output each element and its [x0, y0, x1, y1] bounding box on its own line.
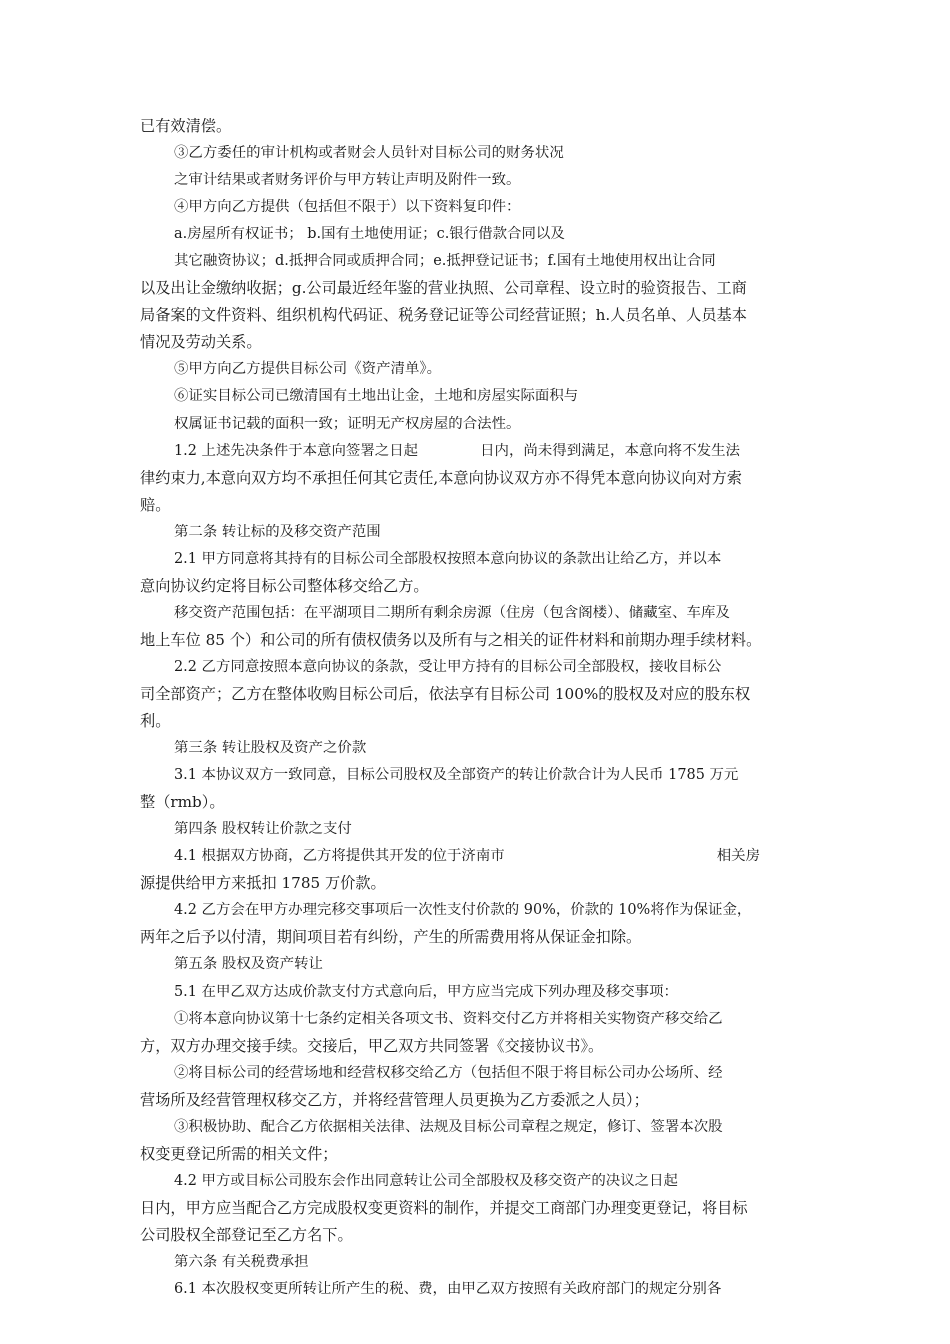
document-line [140, 924, 820, 951]
document-line [140, 1141, 820, 1168]
line-text: 整（rmb）。 [140, 793, 225, 812]
document-line [140, 1087, 820, 1114]
line-text: ④甲方向乙方提供（包括但不限于）以下资料复印件： [174, 199, 521, 216]
document-line [140, 1249, 820, 1276]
line-text: 4.2 甲方或目标公司股东会作出同意转让公司全部股权及移交资产的决议之日起 [174, 1172, 678, 1189]
line-text-continued: 日内，尚未得到满足，本意向将不发生法 [480, 442, 740, 459]
line-text: 第五条 股权及资产转让 [174, 956, 323, 973]
line-text: 第二条 转让标的及移交资产范围 [174, 523, 381, 540]
document-line [140, 167, 820, 194]
line-text: 其它融资协议；d.抵押合同或质押合同；e.抵押登记证书；f.国有土地使用权出让合同 [174, 253, 716, 270]
document-line [140, 302, 820, 329]
document-line [140, 248, 820, 275]
line-text: 2.2 乙方同意按照本意向协议的条款，受让甲方持有的目标公司全部股权，接收目标公 [174, 658, 722, 675]
line-text: 方，双方办理交接手续。交接后，甲乙双方共同签署《交接协议书》。 [140, 1036, 604, 1055]
line-text: 利。 [140, 712, 171, 731]
document-line [140, 275, 820, 302]
document-line [140, 600, 820, 627]
document-line [140, 1006, 820, 1033]
document-body [140, 113, 820, 1303]
line-text: 以及出让金缴纳收据；g.公司最近经年鉴的营业执照、公司章程、设立时的验资报告、工商 [140, 279, 747, 298]
line-text: ⑤甲方向乙方提供目标公司《资产清单》。 [174, 361, 442, 378]
line-text: 3.1 本协议双方一致同意，目标公司股权及全部资产的转让价款合计为人民币 1785 万元 [174, 767, 739, 784]
document-line [140, 329, 820, 356]
document-line [140, 1060, 820, 1087]
line-text: ③积极协助、配合乙方依据相关法律、法规及目标公司章程之规定，修订、签署本次股 [174, 1118, 723, 1135]
document-line [140, 546, 820, 573]
line-text: 意向协议约定将目标公司整体移交给乙方。 [140, 576, 429, 595]
document-line [140, 1195, 820, 1222]
document-line [140, 221, 820, 248]
document-line [140, 654, 820, 681]
document-line [140, 897, 820, 924]
document-line [140, 383, 820, 410]
line-text: 权属证书记载的面积一致；证明无产权房屋的合法性。 [174, 415, 521, 432]
document-line [140, 979, 820, 1006]
line-text-continued: 相关房 [716, 848, 761, 865]
line-text: 4.1 根据双方协商，乙方将提供其开发的位于济南市 [174, 848, 505, 865]
document-line [140, 356, 820, 383]
line-text: 权变更登记所需的相关文件； [140, 1144, 338, 1163]
document-line [140, 573, 820, 600]
line-text: 公司股权全部登记至乙方名下。 [140, 1225, 353, 1244]
line-text: 情况及劳动关系。 [140, 333, 262, 352]
line-text: ②将目标公司的经营场地和经营权移交给乙方（包括但不限于将目标公司办公场所、经 [174, 1064, 723, 1081]
line-text: 第三条 转让股权及资产之价款 [174, 740, 367, 757]
document-line [140, 411, 820, 438]
document-line [140, 1114, 820, 1141]
line-text: 源提供给甲方来抵扣 1785 万价款。 [140, 874, 386, 893]
document-line [140, 140, 820, 167]
line-text: 5.1 在甲乙双方达成价款支付方式意向后，甲方应当完成下列办理及移交事项： [174, 983, 678, 1000]
document-line [140, 1276, 820, 1303]
line-text: 2.1 甲方同意将其持有的目标公司全部股权按照本意向协议的条款出让给乙方，并以本 [174, 550, 722, 567]
line-text: 地上车位 85 个）和公司的所有债权债务以及所有与之相关的证件材料和前期办理手续材料。 [140, 630, 762, 649]
document-line [140, 519, 820, 546]
document-line [140, 789, 820, 816]
line-text: ①将本意向协议第十七条约定相关各项文书、资料交付乙方并将相关实物资产移交给乙 [174, 1010, 723, 1027]
line-text: ⑥证实目标公司已缴清国有土地出让金，土地和房屋实际面积与 [174, 388, 579, 405]
document-line [140, 492, 820, 519]
line-text: 1.2 上述先决条件于本意向签署之日起 [174, 442, 419, 459]
line-text: 两年之后予以付清，期间项目若有纠纷，产生的所需费用将从保证金扣除。 [140, 928, 642, 947]
document-line [140, 951, 820, 978]
document-line [140, 762, 820, 789]
document-line [140, 843, 820, 870]
line-text: 司全部资产；乙方在整体收购目标公司后，依法享有目标公司 100%的股权及对应的股东权 [140, 684, 751, 703]
document-line [140, 1222, 820, 1249]
line-text: 第四条 股权转让价款之支付 [174, 821, 352, 838]
line-text: ③乙方委任的审计机构或者财会人员针对目标公司的财务状况 [174, 145, 564, 162]
document-line [140, 681, 820, 708]
line-text: 第六条 有关税费承担 [174, 1253, 309, 1270]
document-line [140, 1168, 820, 1195]
line-text: 移交资产范围包括：在平湖项目二期所有剩余房源（住房（包含阁楼）、储藏室、车库及 [174, 604, 730, 621]
document-line [140, 870, 820, 897]
document-line [140, 438, 820, 465]
line-text: 已有效清偿。 [140, 117, 232, 135]
document-line [140, 113, 820, 140]
document-line [140, 627, 820, 654]
document-line [140, 194, 820, 221]
line-text: 6.1 本次股权变更所转让所产生的税、费，由甲乙双方按照有关政府部门的规定分别各 [174, 1281, 722, 1298]
line-text: 日内，甲方应当配合乙方完成股权变更资料的制作，并提交工商部门办理变更登记，将目标 [140, 1198, 748, 1217]
line-text: 赔。 [140, 495, 171, 514]
document-line [140, 465, 820, 492]
document-line [140, 708, 820, 735]
document-line [140, 735, 820, 762]
line-text: 之审计结果或者财务评价与甲方转让声明及附件一致。 [174, 172, 521, 189]
line-text: a.房屋所有权证书； b.国有土地使用证；c.银行借款合同以及 [174, 226, 565, 243]
line-text: 律约束力,本意向双方均不承担任何其它责任,本意向协议双方亦不得凭本意向协议向对方索 [140, 468, 742, 487]
line-text: 4.2 乙方会在甲方办理完移交事项后一次性支付价款的 90%，价款的 10%将作为保证金， [174, 902, 752, 919]
document-line [140, 816, 820, 843]
document-line [140, 1033, 820, 1060]
line-text: 局备案的文件资料、组织机构代码证、税务登记证等公司经营证照；h.人员名单、人员基本 [140, 306, 747, 325]
line-text: 营场所及经营管理权移交乙方，并将经营管理人员更换为乙方委派之人员）； [140, 1090, 649, 1109]
